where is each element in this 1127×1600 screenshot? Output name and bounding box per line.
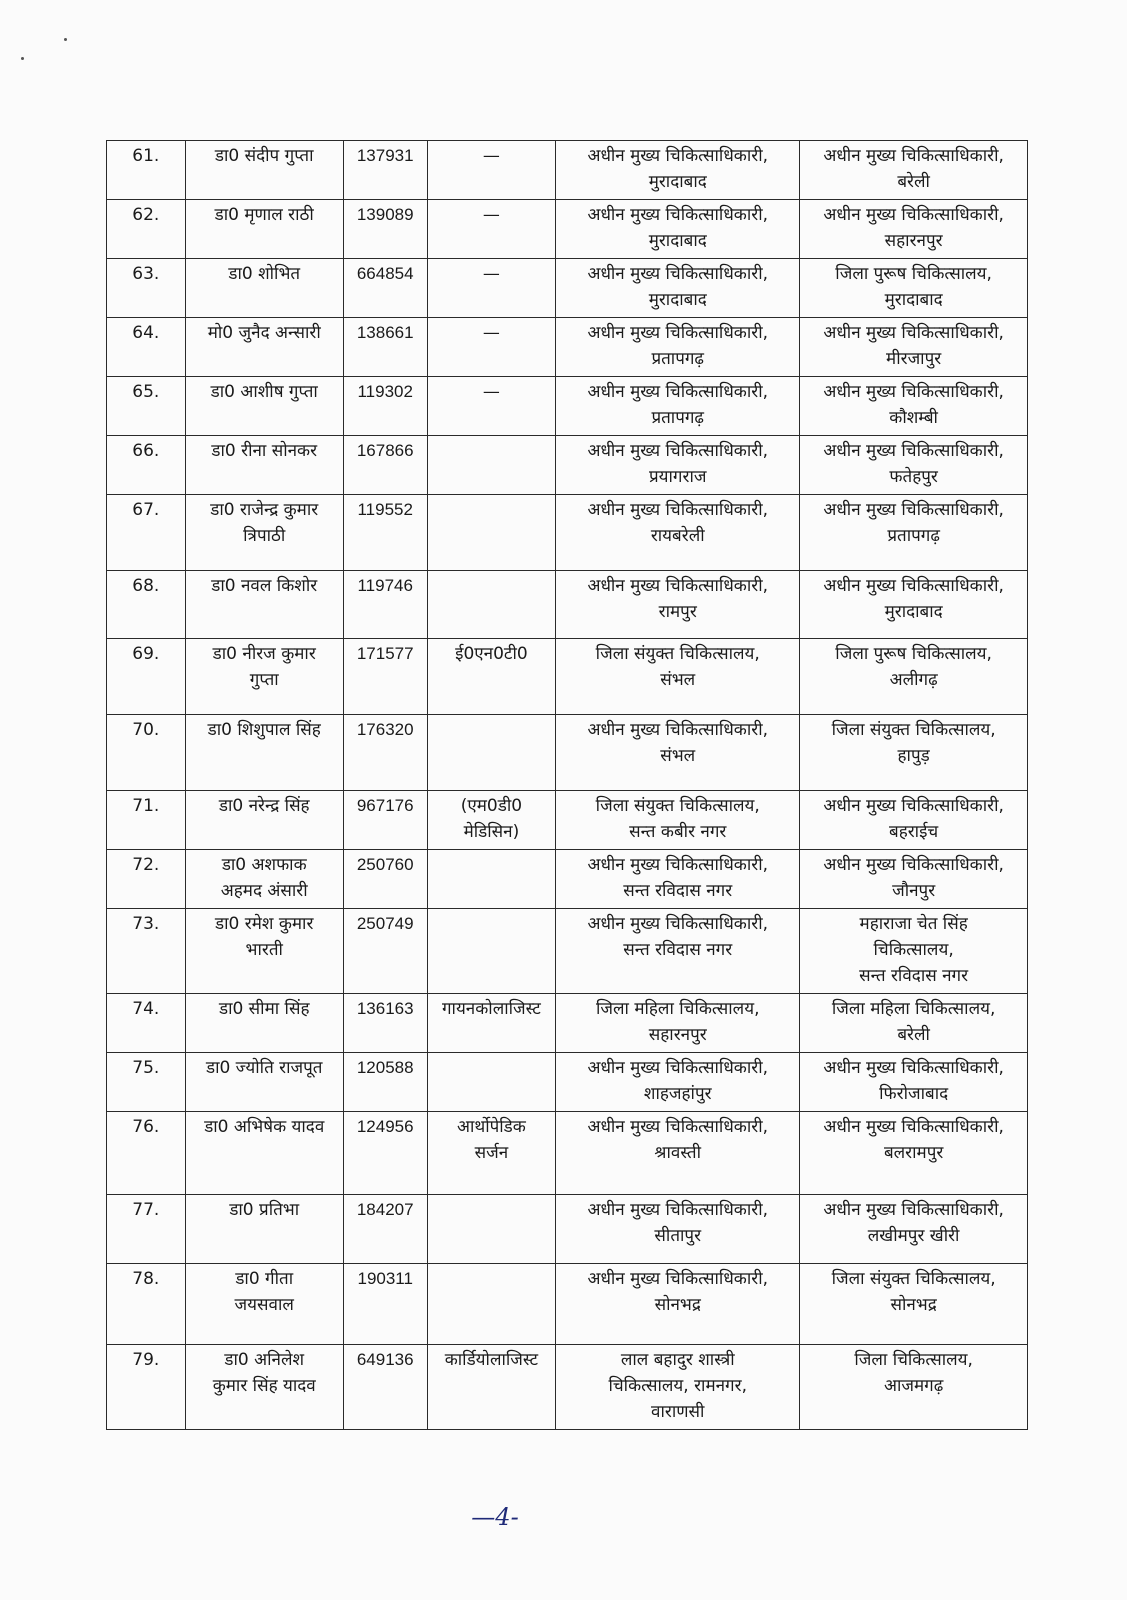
- current-posting-line: सहारनपुर: [648, 1025, 707, 1045]
- current-posting-line: अधीन मुख्य चिकित्साधिकारी,: [587, 323, 769, 343]
- current-posting-line: लाल बहादुर शास्त्री: [620, 1350, 735, 1370]
- current-posting-cell: [556, 1112, 800, 1195]
- serial-number-cell: 73.: [107, 909, 186, 994]
- specialty-line: कार्डियोलाजिस्ट: [444, 1350, 539, 1370]
- current-posting-line: प्रयागराज: [648, 467, 707, 487]
- serial-number-cell: 72.: [107, 850, 186, 909]
- table-row: [107, 1053, 1028, 1112]
- employee-code-cell: 250749: [343, 909, 427, 994]
- new-posting-line: महाराजा चेत सिंह: [859, 914, 968, 934]
- new-posting-cell: [800, 1264, 1028, 1345]
- new-posting-line: अधीन मुख्य चिकित्साधिकारी,: [823, 500, 1004, 520]
- current-posting-cell: [556, 1264, 800, 1345]
- current-posting-line: अधीन मुख्य चिकित्साधिकारी,: [587, 146, 769, 166]
- doctor-name-line: डा0 सीमा सिंह: [218, 999, 310, 1019]
- specialty-cell: [427, 495, 556, 571]
- new-posting-line: जिला संयुक्त चिकित्सालय,: [831, 1269, 996, 1289]
- new-posting-line: प्रतापगढ़: [887, 526, 940, 546]
- serial-number-cell: 68.: [107, 571, 186, 639]
- scan-speck: [64, 38, 67, 41]
- doctor-name-line: डा0 मृणाल राठी: [214, 205, 314, 225]
- current-posting-cell: [556, 791, 800, 850]
- current-posting-line: जिला संयुक्त चिकित्सालय,: [595, 644, 760, 664]
- new-posting-line: मीरजापुर: [886, 349, 942, 369]
- table-row: [107, 1264, 1028, 1345]
- new-posting-line: सहारनपुर: [884, 231, 943, 251]
- new-posting-cell: [800, 495, 1028, 571]
- new-posting-line: जौनपुर: [892, 881, 936, 901]
- current-posting-cell: [556, 715, 800, 791]
- current-posting-line: अधीन मुख्य चिकित्साधिकारी,: [587, 1269, 769, 1289]
- doctor-name-cell: [185, 200, 343, 259]
- new-posting-line: अधीन मुख्य चिकित्साधिकारी,: [823, 323, 1004, 343]
- new-posting-line: अधीन मुख्य चिकित्साधिकारी,: [823, 1058, 1004, 1078]
- serial-number-cell: 77.: [107, 1195, 186, 1264]
- new-posting-line: अधीन मुख्य चिकित्साधिकारी,: [823, 855, 1004, 875]
- specialty-cell: [427, 1053, 556, 1112]
- current-posting-line: अधीन मुख्य चिकित्साधिकारी,: [587, 500, 769, 520]
- doctor-name-cell: [185, 1112, 343, 1195]
- doctor-name-cell: [185, 495, 343, 571]
- current-posting-line: सोनभद्र: [654, 1295, 701, 1315]
- current-posting-line: अधीन मुख्य चिकित्साधिकारी,: [587, 264, 769, 284]
- doctor-name-line: डा0 राजेन्द्र कुमार: [210, 500, 319, 520]
- specialty-line: —: [482, 323, 500, 343]
- specialty-cell: [427, 1112, 556, 1195]
- new-posting-line: अधीन मुख्य चिकित्साधिकारी,: [823, 1117, 1004, 1137]
- table-row: [107, 639, 1028, 715]
- current-posting-cell: [556, 1345, 800, 1430]
- current-posting-line: श्रावस्ती: [654, 1143, 702, 1163]
- employee-code-cell: 138661: [343, 318, 427, 377]
- employee-code-cell: 167866: [343, 436, 427, 495]
- employee-code-cell: 184207: [343, 1195, 427, 1264]
- table-row: [107, 318, 1028, 377]
- doctor-name-cell: [185, 259, 343, 318]
- doctor-name-cell: [185, 571, 343, 639]
- current-posting-line: अधीन मुख्य चिकित्साधिकारी,: [587, 914, 769, 934]
- employee-code-cell: 119746: [343, 571, 427, 639]
- table-row: [107, 1195, 1028, 1264]
- specialty-cell: [427, 200, 556, 259]
- new-posting-line: जिला चिकित्सालय,: [854, 1350, 973, 1370]
- current-posting-line: सन्त रविदास नगर: [623, 881, 733, 901]
- table-row: [107, 994, 1028, 1053]
- specialty-cell: [427, 1195, 556, 1264]
- doctor-name-line: त्रिपाठी: [243, 526, 286, 546]
- new-posting-line: सोनभद्र: [890, 1295, 937, 1315]
- new-posting-line: फतेहपुर: [889, 467, 938, 487]
- page-number: —4-: [471, 1503, 519, 1531]
- serial-number-cell: 74.: [107, 994, 186, 1053]
- current-posting-line: अधीन मुख्य चिकित्साधिकारी,: [587, 1058, 769, 1078]
- employee-code-cell: 120588: [343, 1053, 427, 1112]
- serial-number-cell: 78.: [107, 1264, 186, 1345]
- new-posting-line: फिरोजाबाद: [879, 1084, 949, 1104]
- doctor-name-line: अहमद अंसारी: [220, 881, 308, 901]
- new-posting-cell: [800, 318, 1028, 377]
- current-posting-line: अधीन मुख्य चिकित्साधिकारी,: [587, 855, 769, 875]
- new-posting-line: जिला पुरूष चिकित्सालय,: [835, 264, 992, 284]
- doctor-name-cell: [185, 715, 343, 791]
- current-posting-line: अधीन मुख्य चिकित्साधिकारी,: [587, 382, 769, 402]
- new-posting-cell: [800, 715, 1028, 791]
- new-posting-line: जिला संयुक्त चिकित्सालय,: [831, 720, 996, 740]
- new-posting-cell: [800, 994, 1028, 1053]
- serial-number-cell: 62.: [107, 200, 186, 259]
- new-posting-line: अधीन मुख्य चिकित्साधिकारी,: [823, 796, 1004, 816]
- new-posting-line: बहराईच: [889, 822, 939, 842]
- new-posting-line: अलीगढ़: [889, 670, 938, 690]
- new-posting-line: अधीन मुख्य चिकित्साधिकारी,: [823, 441, 1004, 461]
- scan-speck: [21, 57, 24, 60]
- doctor-name-line: डा0 संदीप गुप्ता: [214, 146, 314, 166]
- serial-number-cell: 64.: [107, 318, 186, 377]
- new-posting-cell: [800, 850, 1028, 909]
- table-row: [107, 259, 1028, 318]
- new-posting-line: आजमगढ़: [883, 1376, 944, 1396]
- specialty-line: मेडिसिन): [463, 822, 520, 842]
- current-posting-cell: [556, 495, 800, 571]
- new-posting-line: बरेली: [897, 1025, 930, 1045]
- doctor-name-line: भारती: [245, 940, 283, 960]
- doctor-name-cell: [185, 1195, 343, 1264]
- doctor-name-line: डा0 गीता: [235, 1269, 294, 1289]
- specialty-cell: [427, 259, 556, 318]
- serial-number-cell: 66.: [107, 436, 186, 495]
- new-posting-line: जिला पुरूष चिकित्सालय,: [835, 644, 992, 664]
- specialty-cell: [427, 994, 556, 1053]
- specialty-cell: [427, 909, 556, 994]
- table-row: [107, 850, 1028, 909]
- new-posting-line: अधीन मुख्य चिकित्साधिकारी,: [823, 146, 1004, 166]
- new-posting-line: मुरादाबाद: [884, 602, 943, 622]
- new-posting-line: लखीमपुर खीरी: [867, 1226, 960, 1246]
- employee-code-cell: 119302: [343, 377, 427, 436]
- new-posting-line: बरेली: [897, 172, 930, 192]
- employee-code-cell: 124956: [343, 1112, 427, 1195]
- current-posting-cell: [556, 639, 800, 715]
- current-posting-cell: [556, 1195, 800, 1264]
- current-posting-line: अधीन मुख्य चिकित्साधिकारी,: [587, 576, 769, 596]
- employee-code-cell: 664854: [343, 259, 427, 318]
- serial-number-cell: 61.: [107, 141, 186, 200]
- new-posting-line: चिकित्सालय,: [873, 940, 954, 960]
- table-row: [107, 909, 1028, 994]
- specialty-line: गायनकोलाजिस्ट: [441, 999, 541, 1019]
- current-posting-cell: [556, 141, 800, 200]
- serial-number-cell: 79.: [107, 1345, 186, 1430]
- employee-code-cell: 136163: [343, 994, 427, 1053]
- new-posting-line: कौशम्बी: [889, 408, 938, 428]
- employee-code-cell: 250760: [343, 850, 427, 909]
- doctor-name-line: डा0 रमेश कुमार: [215, 914, 314, 934]
- doctor-name-cell: [185, 318, 343, 377]
- doctor-name-line: डा0 नरेन्द्र सिंह: [218, 796, 310, 816]
- doctor-name-cell: [185, 909, 343, 994]
- new-posting-cell: [800, 1112, 1028, 1195]
- current-posting-line: रामपुर: [658, 602, 697, 622]
- table-row: [107, 571, 1028, 639]
- current-posting-cell: [556, 377, 800, 436]
- doctor-name-line: कुमार सिंह यादव: [212, 1376, 316, 1396]
- new-posting-line: अधीन मुख्य चिकित्साधिकारी,: [823, 576, 1004, 596]
- new-posting-cell: [800, 1053, 1028, 1112]
- new-posting-cell: [800, 377, 1028, 436]
- serial-number-cell: 63.: [107, 259, 186, 318]
- table-row: [107, 200, 1028, 259]
- specialty-cell: [427, 436, 556, 495]
- employee-code-cell: 967176: [343, 791, 427, 850]
- specialty-line: ई0एन0टी0: [455, 644, 528, 664]
- new-posting-cell: [800, 791, 1028, 850]
- current-posting-cell: [556, 200, 800, 259]
- employee-code-cell: 190311: [343, 1264, 427, 1345]
- new-posting-line: जिला महिला चिकित्सालय,: [831, 999, 996, 1019]
- serial-number-cell: 76.: [107, 1112, 186, 1195]
- new-posting-line: मुरादाबाद: [884, 290, 943, 310]
- doctor-name-cell: [185, 639, 343, 715]
- specialty-line: आर्थोपेडिक: [456, 1117, 526, 1137]
- doctor-name-line: डा0 अभिषेक यादव: [204, 1117, 325, 1137]
- current-posting-cell: [556, 850, 800, 909]
- current-posting-line: संभल: [660, 746, 696, 766]
- employee-code-cell: 649136: [343, 1345, 427, 1430]
- current-posting-line: रायबरेली: [650, 526, 705, 546]
- table-row: [107, 1112, 1028, 1195]
- doctor-name-cell: [185, 850, 343, 909]
- serial-number-cell: 70.: [107, 715, 186, 791]
- new-posting-line: हापुड़: [897, 746, 930, 766]
- new-posting-line: अधीन मुख्य चिकित्साधिकारी,: [823, 382, 1004, 402]
- current-posting-line: अधीन मुख्य चिकित्साधिकारी,: [587, 205, 769, 225]
- doctor-name-line: डा0 अनिलेश: [224, 1350, 305, 1370]
- doctor-name-line: डा0 ज्योति राजपूत: [205, 1058, 323, 1078]
- table-row: [107, 377, 1028, 436]
- serial-number-cell: 69.: [107, 639, 186, 715]
- doctor-name-line: मो0 जुनैद अन्सारी: [207, 323, 321, 343]
- new-posting-line: अधीन मुख्य चिकित्साधिकारी,: [823, 205, 1004, 225]
- doctor-name-line: डा0 नवल किशोर: [211, 576, 318, 596]
- doctor-name-cell: [185, 377, 343, 436]
- specialty-cell: [427, 318, 556, 377]
- current-posting-line: सीतापुर: [654, 1226, 702, 1246]
- current-posting-line: शाहजहांपुर: [643, 1084, 712, 1104]
- current-posting-cell: [556, 994, 800, 1053]
- employee-code-cell: 139089: [343, 200, 427, 259]
- specialty-cell: [427, 141, 556, 200]
- new-posting-line: सन्त रविदास नगर: [859, 966, 969, 986]
- doctor-name-cell: [185, 436, 343, 495]
- specialty-line: —: [482, 264, 500, 284]
- doctor-name-line: डा0 अशफाक: [221, 855, 307, 875]
- table-row: [107, 791, 1028, 850]
- transfer-table: [106, 140, 1028, 1430]
- serial-number-cell: 67.: [107, 495, 186, 571]
- serial-number-cell: 71.: [107, 791, 186, 850]
- current-posting-cell: [556, 909, 800, 994]
- doctor-name-cell: [185, 791, 343, 850]
- current-posting-line: अधीन मुख्य चिकित्साधिकारी,: [587, 441, 769, 461]
- specialty-line: (एम0डी0: [460, 796, 523, 816]
- table-row: [107, 495, 1028, 571]
- serial-number-cell: 75.: [107, 1053, 186, 1112]
- current-posting-cell: [556, 436, 800, 495]
- employee-code-cell: 176320: [343, 715, 427, 791]
- serial-number-cell: 65.: [107, 377, 186, 436]
- new-posting-cell: [800, 909, 1028, 994]
- new-posting-cell: [800, 639, 1028, 715]
- table-row: [107, 141, 1028, 200]
- specialty-line: —: [482, 146, 500, 166]
- current-posting-line: प्रतापगढ़: [651, 349, 705, 369]
- specialty-cell: [427, 791, 556, 850]
- employee-code-cell: 171577: [343, 639, 427, 715]
- new-posting-cell: [800, 1195, 1028, 1264]
- table-row: [107, 715, 1028, 791]
- current-posting-line: चिकित्सालय, रामनगर,: [608, 1376, 747, 1396]
- new-posting-cell: [800, 1345, 1028, 1430]
- new-posting-cell: [800, 571, 1028, 639]
- new-posting-line: बलरामपुर: [883, 1143, 944, 1163]
- doctor-name-cell: [185, 1345, 343, 1430]
- doctor-name-line: जयसवाल: [234, 1295, 294, 1315]
- doctor-name-line: डा0 आशीष गुप्ता: [210, 382, 318, 402]
- current-posting-line: अधीन मुख्य चिकित्साधिकारी,: [587, 1200, 769, 1220]
- specialty-line: सर्जन: [474, 1143, 509, 1163]
- doctor-name-cell: [185, 1264, 343, 1345]
- current-posting-line: सन्त रविदास नगर: [623, 940, 733, 960]
- current-posting-cell: [556, 571, 800, 639]
- new-posting-line: अधीन मुख्य चिकित्साधिकारी,: [823, 1200, 1004, 1220]
- current-posting-line: प्रतापगढ़: [651, 408, 705, 428]
- current-posting-line: वाराणसी: [651, 1402, 705, 1422]
- doctor-name-line: गुप्ता: [249, 670, 279, 690]
- new-posting-cell: [800, 141, 1028, 200]
- table-row: [107, 436, 1028, 495]
- doctor-name-line: डा0 नीरज कुमार: [212, 644, 316, 664]
- employee-code-cell: 137931: [343, 141, 427, 200]
- current-posting-line: मुरादाबाद: [648, 231, 707, 251]
- current-posting-cell: [556, 259, 800, 318]
- current-posting-line: सन्त कबीर नगर: [629, 822, 727, 842]
- doctor-name-line: डा0 रीना सोनकर: [211, 441, 318, 461]
- current-posting-line: अधीन मुख्य चिकित्साधिकारी,: [587, 1117, 769, 1137]
- doctor-name-cell: [185, 141, 343, 200]
- specialty-line: —: [482, 382, 500, 402]
- current-posting-line: जिला संयुक्त चिकित्सालय,: [595, 796, 760, 816]
- doctor-name-line: डा0 प्रतिभा: [229, 1200, 300, 1220]
- specialty-cell: [427, 715, 556, 791]
- specialty-cell: [427, 850, 556, 909]
- new-posting-cell: [800, 200, 1028, 259]
- specialty-cell: [427, 571, 556, 639]
- specialty-cell: [427, 1264, 556, 1345]
- current-posting-line: अधीन मुख्य चिकित्साधिकारी,: [587, 720, 769, 740]
- current-posting-line: मुरादाबाद: [648, 290, 707, 310]
- new-posting-cell: [800, 259, 1028, 318]
- table-row: [107, 1345, 1028, 1430]
- new-posting-cell: [800, 436, 1028, 495]
- specialty-cell: [427, 377, 556, 436]
- specialty-cell: [427, 1345, 556, 1430]
- doctor-name-line: डा0 शोभित: [228, 264, 301, 284]
- current-posting-line: संभल: [660, 670, 696, 690]
- current-posting-line: जिला महिला चिकित्सालय,: [595, 999, 760, 1019]
- doctor-name-cell: [185, 994, 343, 1053]
- doctor-name-cell: [185, 1053, 343, 1112]
- employee-code-cell: 119552: [343, 495, 427, 571]
- current-posting-cell: [556, 1053, 800, 1112]
- doctor-name-line: डा0 शिशुपाल सिंह: [207, 720, 321, 740]
- specialty-cell: [427, 639, 556, 715]
- current-posting-cell: [556, 318, 800, 377]
- current-posting-line: मुरादाबाद: [648, 172, 707, 192]
- specialty-line: —: [482, 205, 500, 225]
